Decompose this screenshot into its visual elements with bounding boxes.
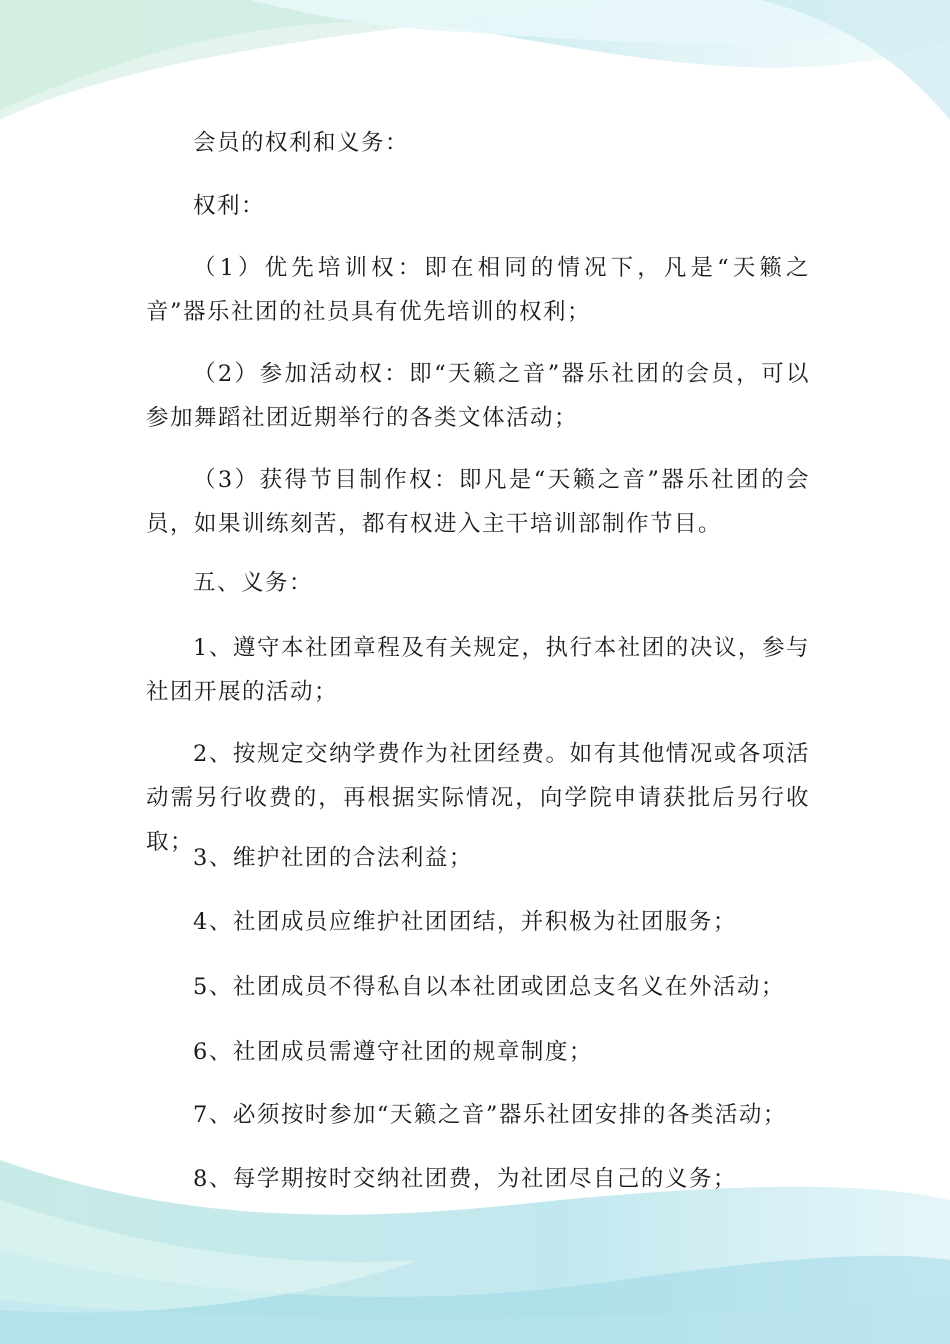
paragraph-duty-7: 7、必须按时参加“天籁之音”器乐社团安排的各类活动； (193, 1102, 787, 1128)
paragraph-duty-4: 4、社团成员应维护社团团结，并积极为社团服务； (193, 909, 737, 935)
paragraph-right-2: （2）参加活动权：即“天籁之音”器乐社团的会员，可以参加舞蹈社团近期举行的各类文体活动； (146, 361, 810, 431)
paragraph-duty-3: 3、维护社团的合法利益； (193, 845, 473, 871)
paragraph-duty-2: 2、按规定交纳学费作为社团经费。如有其他情况或各项活动需另行收费的，再根据实际情况，向学院申请获批后另行收取； (146, 741, 810, 855)
paragraph-duty-1: 1、遵守本社团章程及有关规定，执行本社团的决议，参与社团开展的活动； (146, 635, 810, 705)
subheading-rights: 权利： (193, 193, 266, 219)
subheading-duties: 五、义务： (193, 570, 314, 596)
paragraph-duty-6: 6、社团成员需遵守社团的规章制度； (193, 1039, 593, 1065)
paragraph-duty-8: 8、每学期按时交纳社团费，为社团尽自己的义务； (193, 1166, 737, 1192)
paragraph-right-3: （3）获得节目制作权：即凡是“天籁之音”器乐社团的会员，如果训练刻苦，都有权进入主干培训部制作节目。 (146, 467, 810, 537)
paragraph-right-1: （1）优先培训权：即在相同的情况下，凡是“天籁之音”器乐社团的社员具有优先培训的权利； (146, 255, 810, 325)
section-heading-rights-duties: 会员的权利和义务： (193, 130, 410, 156)
paragraph-duty-5: 5、社团成员不得私自以本社团或团总支名义在外活动； (193, 974, 785, 1000)
